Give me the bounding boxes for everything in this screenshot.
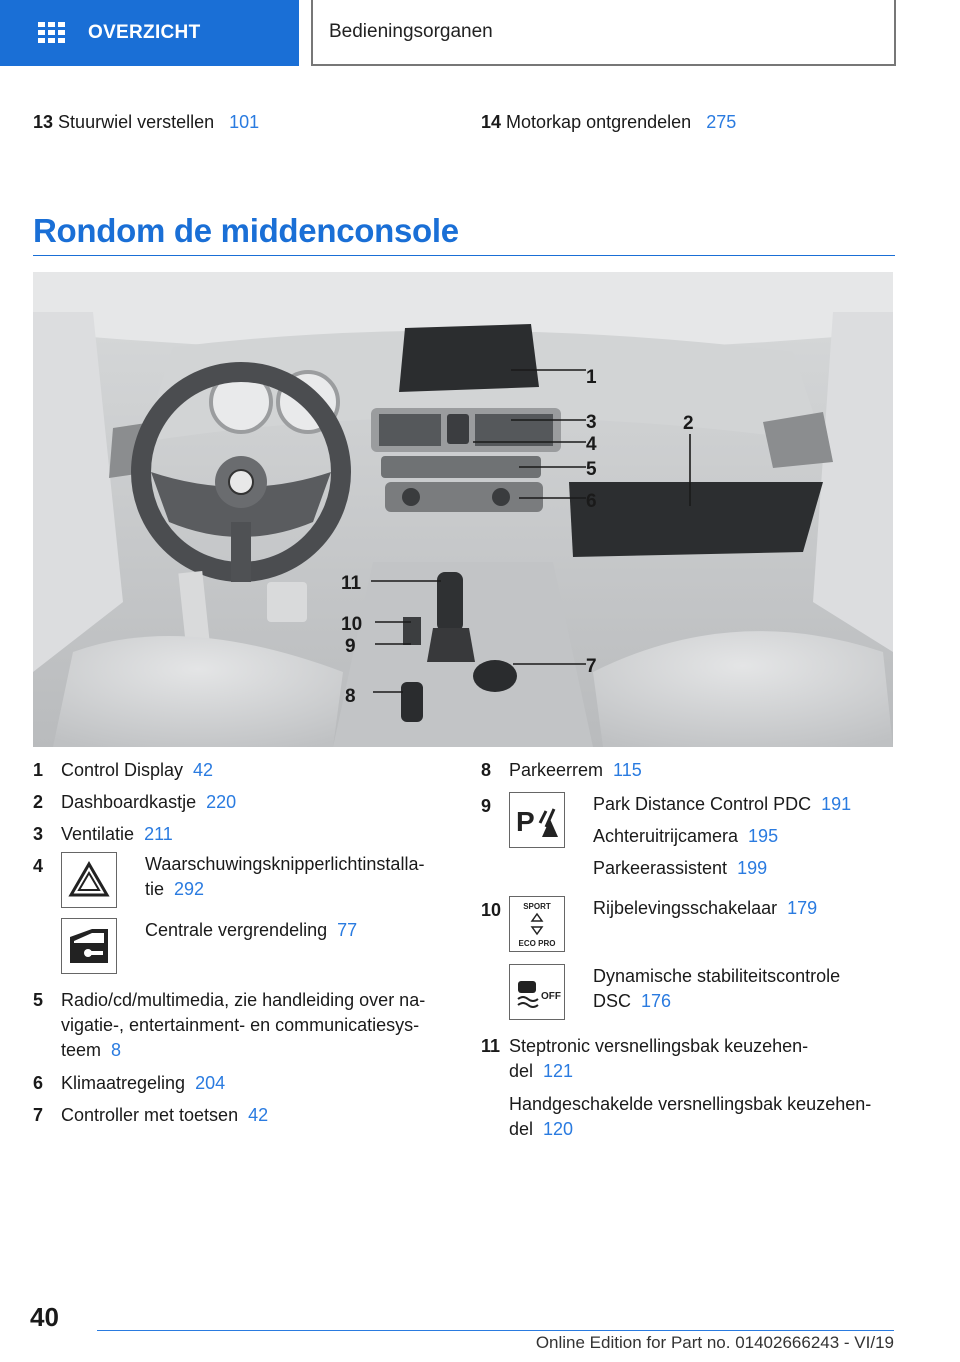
list-item-2 — [33, 790, 448, 814]
callout-1: 1 — [586, 367, 597, 388]
item-number: 8 — [481, 760, 492, 780]
item-text: Handgeschakelde versnellingsbak keuzehen- — [509, 1094, 872, 1114]
sport-eco-pro-icon — [509, 896, 565, 952]
list-item-3 — [33, 822, 448, 846]
item-text: Rijbelevingsschakelaar — [593, 898, 778, 918]
item-text: Dashboardkastje — [61, 792, 197, 812]
item-text: del — [509, 1061, 534, 1081]
footer-divider — [97, 1330, 894, 1331]
page-link[interactable]: 195 — [748, 826, 779, 846]
list-item-7 — [33, 1103, 448, 1127]
item-number: 14 — [481, 112, 502, 132]
list-item-5 — [33, 988, 448, 1063]
item-text: vigatie-, entertainment- en communicatiesys- — [61, 1015, 420, 1035]
item-number: 4 — [33, 856, 44, 876]
item-text: Parkeerassistent — [593, 858, 728, 878]
hazard-warning-icon — [61, 852, 117, 908]
page-number: 40 — [30, 1302, 59, 1332]
callout-4: 4 — [586, 434, 597, 455]
callout-11: 11 — [341, 573, 362, 594]
item-text: Steptronic versnellingsbak keuzehen- — [509, 1036, 809, 1056]
item-text: DSC — [593, 991, 632, 1011]
dashboard-illustration — [33, 272, 893, 747]
page-link[interactable]: 101 — [229, 112, 260, 132]
item-number: 2 — [33, 792, 44, 812]
item-text: Centrale vergrendeling — [145, 920, 328, 940]
item-number: 3 — [33, 824, 44, 844]
item-number: 9 — [481, 796, 492, 816]
right-legend-list — [481, 758, 895, 1142]
section-title: Rondom de middenconsole — [33, 212, 459, 249]
grid-menu-icon — [38, 22, 66, 44]
callout-7: 7 — [586, 656, 597, 677]
list-item-13 — [33, 112, 259, 133]
item-text: Klimaatregeling — [61, 1073, 186, 1093]
page-link[interactable]: 211 — [144, 824, 173, 844]
sport-label: SPORT — [523, 902, 551, 911]
item-number: 6 — [33, 1073, 44, 1093]
item-text: Control Display — [61, 760, 184, 780]
callout-5: 5 — [586, 459, 597, 480]
dsc-off-icon — [509, 964, 565, 1020]
item-number: 10 — [481, 900, 502, 920]
item-text: del — [509, 1119, 534, 1139]
item-text: teem — [61, 1040, 102, 1060]
item-number: 5 — [33, 990, 44, 1010]
section-divider — [33, 255, 895, 256]
page-link[interactable]: 77 — [337, 920, 358, 940]
page-link[interactable]: 292 — [174, 879, 205, 899]
callout-6: 6 — [586, 491, 597, 512]
chapter-header — [311, 0, 896, 66]
list-item-8 — [481, 758, 895, 782]
page-link[interactable]: 275 — [706, 112, 737, 132]
page-link[interactable]: 115 — [613, 760, 642, 780]
overview-tab-label: OVERZICHT — [88, 22, 201, 43]
page-link[interactable]: 121 — [543, 1061, 574, 1081]
item-text: Achteruitrijcamera — [593, 826, 739, 846]
page-link[interactable]: 176 — [641, 991, 672, 1011]
callout-9: 9 — [345, 636, 356, 657]
page-link[interactable]: 42 — [248, 1105, 269, 1125]
item-text: Motorkap ontgrendelen — [506, 112, 692, 132]
page-link[interactable]: 199 — [737, 858, 768, 878]
item-number: 1 — [33, 760, 44, 780]
item-text: Waarschuwingsknipperlichtinstalla- — [145, 854, 425, 874]
item-text: Dynamische stabiliteitscontrole — [593, 966, 841, 986]
park-distance-control-icon — [509, 792, 565, 848]
edition-note: Online Edition for Part no. 01402666243 - VI/19 — [535, 1333, 894, 1352]
svg-text:P: P — [516, 806, 535, 837]
left-legend-list — [33, 758, 448, 1127]
list-item-11 — [481, 1034, 895, 1142]
callout-2: 2 — [683, 413, 694, 434]
page-link[interactable]: 120 — [543, 1119, 574, 1139]
item-text: Parkeerrem — [509, 760, 604, 780]
page-link[interactable]: 179 — [787, 898, 818, 918]
overview-tab[interactable] — [0, 0, 299, 66]
item-text: Park Distance Control PDC — [593, 794, 812, 814]
list-item-9 — [481, 786, 895, 884]
item-text: Controller met toetsen — [61, 1105, 239, 1125]
off-label: OFF — [541, 991, 561, 1002]
callout-8: 8 — [345, 686, 356, 707]
page-link[interactable]: 204 — [195, 1073, 226, 1093]
list-item-1 — [33, 758, 448, 782]
list-item-6 — [33, 1071, 448, 1095]
eco-pro-label: ECO PRO — [518, 939, 556, 948]
list-item-10 — [481, 894, 895, 1020]
car-door-key-icon — [61, 918, 117, 974]
item-text: Radio/cd/multimedia, zie handleiding over na- — [61, 990, 426, 1010]
item-number: 13 — [33, 112, 54, 132]
callout-10: 10 — [341, 614, 363, 635]
callout-3: 3 — [586, 412, 597, 433]
list-item-4 — [33, 850, 448, 974]
item-number: 11 — [481, 1036, 501, 1056]
page-link[interactable]: 220 — [206, 792, 237, 812]
item-text: tie — [145, 879, 165, 899]
chapter-title: Bedieningsorganen — [329, 21, 493, 42]
page-link[interactable]: 42 — [193, 760, 214, 780]
item-text: Ventilatie — [61, 824, 135, 844]
page-link[interactable]: 8 — [111, 1040, 122, 1060]
page-link[interactable]: 191 — [821, 794, 852, 814]
item-number: 7 — [33, 1105, 44, 1125]
list-item-14 — [481, 112, 736, 133]
item-text: Stuurwiel verstellen — [58, 112, 215, 132]
